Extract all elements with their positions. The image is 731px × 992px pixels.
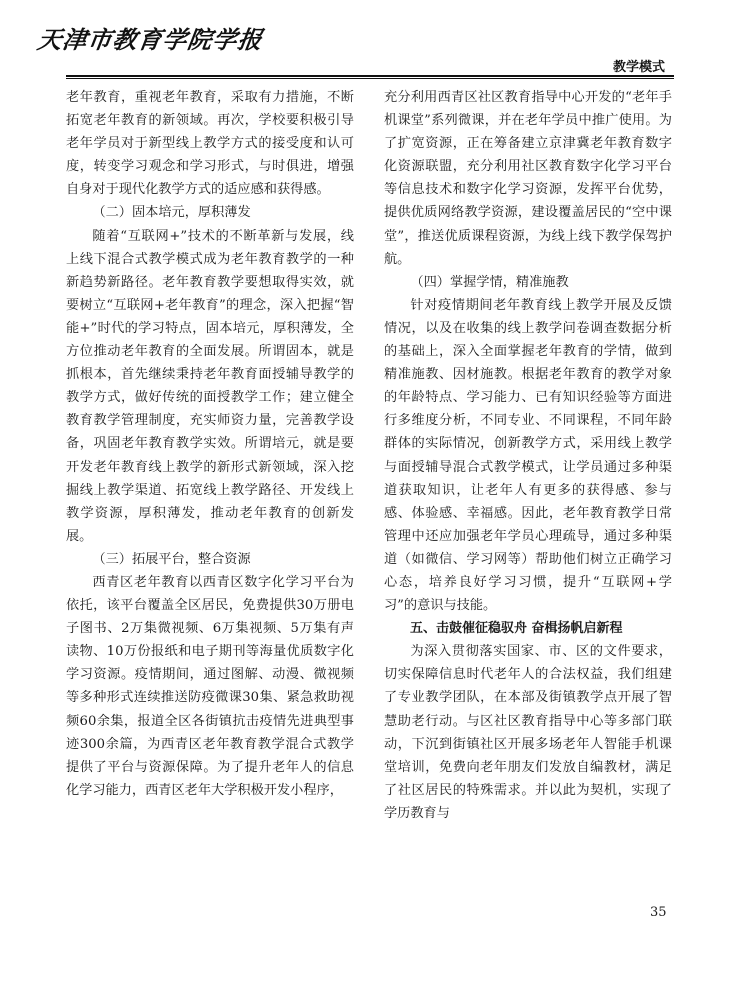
paragraph: 西青区老年教育以西青区数字化学习平台为依托，该平台覆盖全区居民，免费提供30万册电子图书、2万集微视频、6万集视频、5万集有声读物、10万份报纸和电子期刊等海量优质数字化学习资源。疫情期间，通过图解、动漫、微视频等多种形式连续推送防疫微课30集、紧急救助视频60余集，报道全区各街镇抗击疫情先进典型事迹300余篇，为西青区老年教育教学混合式教学提供了平台与资源保障。为了提升老年人的信息化学习能力，西青区老年大学积极开发小程序，	[66, 574, 354, 798]
page-header	[0, 0, 731, 80]
subheading: （四）掌握学情，精准施教	[410, 274, 569, 290]
left-column	[66, 86, 354, 802]
paragraph: 充分利用西青区社区教育指导中心开发的“老年手机课堂”系列微课，并在老年学员中推广使用。为了扩宽资源，正在筹备建立京津冀老年教育数字化资源联盟，充分利用社区教育数字化学习平台等信息技术和数字化学习资源，发挥平台优势，提供优质网络教学资源，建设覆盖居民的“空中课堂”，推送优质课程资源，为线上线下教学保驾护航。	[384, 90, 672, 267]
paragraph: 针对疫情期间老年教育线上教学开展及反馈情况，以及在收集的线上教学问卷调查数据分析的基础上，深入全面掌握老年教育的学情，做到精准施教、因材施教。根据老年教育的教学对象的年龄特点、学习能力、已有知识经验等方面进行多维度分析，不同专业、不同课程，不同年龄群体的实际情况，创新教学方式，采用线上教学与面授辅导混合式教学模式，让学员通过多种渠道获取知识，让老年人有更多的获得感、参与感、体验感、幸福感。因此，老年教育教学日常管理中还应加强老年学员心理疏导，通过多种渠道（如微信、学习网等）帮助他们树立正确学习心态，培养良好学习习惯，提升“互联网+学习”的意识与技能。	[384, 297, 672, 614]
header-rule-thin	[66, 78, 674, 79]
paragraph: 随着“互联网+”技术的不断革新与发展，线上线下混合式教学模式成为老年教育教学的一种新趋势新路径。老年教育教学要想取得实效，就要树立“互联网+老年教育”的理念，深入把握“智能+”时代的学习特点，固本培元，厚积薄发，全方位推动老年教育的全面发展。所谓固本，就是抓根本，首先继续秉持老年教育面授辅导教学的教学方式，做好传统的面授教学工作；建立健全教育教学管理制度，充实师资力量，完善教学设备，巩固老年教育教学实效。所谓培元，就是要开发老年教育线上教学的新形式新领域，深入挖掘线上教学渠道、拓宽线上教学路径、开发线上教学资源，厚积薄发，推动老年教育的创新发展。	[66, 228, 354, 544]
subheading: （二）固本培元，厚积薄发	[92, 205, 251, 221]
paragraph: 为深入贯彻落实国家、市、区的文件要求，切实保障信息时代老年人的合法权益，我们组建了专业教学团队，在本部及街镇教学点开展了智慧助老行动。与区社区教育指导中心等多部门联动，下沉到街镇社区开展多场老年人智能手机课堂培训，免费向老年朋友们发放自编教材，满足了社区居民的特殊需求。并以此为契机，实现了学历教育与	[384, 644, 672, 821]
paragraph: 老年教育，重视老年教育，采取有力措施，不断拓宽老年教育的新领域。再次，学校要积极引导老年学员对于新型线上教学方式的接受度和认可度，转变学习观念和学习形式，与时俱进，增强自身对于现代化教学方式的适应感和获得感。	[66, 90, 354, 198]
header-rule	[66, 75, 674, 77]
right-column	[384, 86, 672, 825]
subheading: （三）拓展平台，整合资源	[92, 551, 251, 567]
section-tag: 教学模式	[612, 60, 665, 75]
journal-logo: 天津市教育学院学报	[35, 25, 265, 54]
page-number: 35	[650, 905, 667, 920]
section-heading: 五、击鼓催征稳驭舟 奋楫扬帆启新程	[410, 621, 623, 637]
